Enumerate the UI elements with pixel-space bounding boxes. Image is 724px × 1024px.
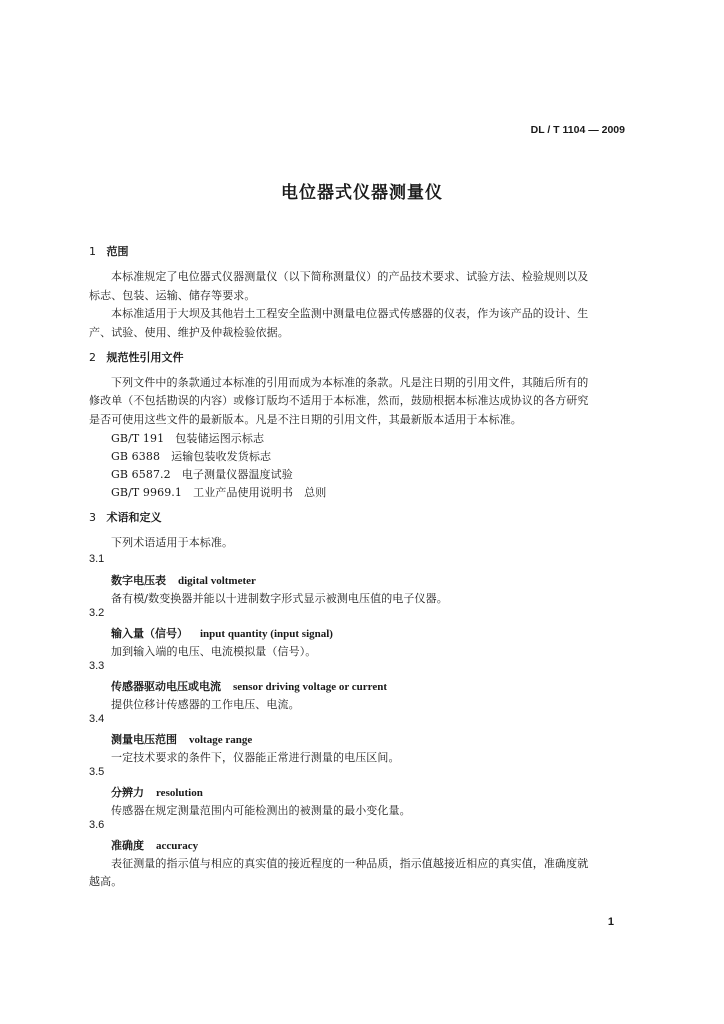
term-definition: 表征测量的指示值与相应的真实值的接近程度的一种品质，指示值越接近相应的真实值，准确度就 <box>111 857 589 870</box>
term-number: 3.1 <box>89 553 105 565</box>
term-name <box>111 678 387 694</box>
paragraph-line: 标志、包装、运输、储存等要求。 <box>89 289 256 302</box>
page-number: 1 <box>607 916 614 928</box>
term-name <box>111 731 252 747</box>
reference-item: GB/T 9969.1 工业产品使用说明书 总则 <box>111 486 327 499</box>
section-number: 3 <box>89 511 96 524</box>
term-zh: 数字电压表 <box>111 574 166 587</box>
section-number: 2 <box>89 351 96 364</box>
term-en: digital voltmeter <box>178 575 256 587</box>
term-number: 3.4 <box>89 713 105 725</box>
section-number: 1 <box>89 245 96 258</box>
term-zh: 测量电压范围 <box>111 733 177 746</box>
term-name <box>111 837 198 853</box>
section-3-heading <box>89 509 162 525</box>
reference-item: GB 6587.2 电子测量仪器温度试验 <box>111 468 293 481</box>
term-en: accuracy <box>156 840 199 852</box>
term-definition: 提供位移计传感器的工作电压、电流。 <box>111 698 300 711</box>
term-number: 3.2 <box>89 607 105 619</box>
paragraph-line: 本标准规定了电位器式仪器测量仪（以下简称测量仪）的产品技术要求、试验方法、检验规则以及 <box>111 270 589 283</box>
term-zh: 分辨力 <box>111 786 144 799</box>
paragraph-line: 本标准适用于大坝及其他岩土工程安全监测中测量电位器式传感器的仪表，作为该产品的设计、生 <box>111 307 589 320</box>
term-en: sensor driving voltage or current <box>233 681 387 693</box>
term-definition: 传感器在规定测量范围内可能检测出的被测量的最小变化量。 <box>111 804 411 817</box>
document-code: DL / T 1104 — 2009 <box>530 124 625 136</box>
term-en: resolution <box>156 787 203 799</box>
term-name <box>111 625 333 641</box>
term-name <box>111 784 203 800</box>
term-name <box>111 572 256 588</box>
term-number: 3.6 <box>89 819 105 831</box>
document-title: 电位器式仪器测量仪 <box>281 183 443 203</box>
section-title: 规范性引用文件 <box>106 351 184 364</box>
section-intro: 下列术语适用于本标准。 <box>111 536 234 549</box>
paragraph-line: 下列文件中的条款通过本标准的引用而成为本标准的条款。凡是注日期的引用文件，其随后所有的 <box>111 376 589 389</box>
reference-item: GB/T 191 包装储运图示标志 <box>111 432 265 445</box>
term-zh: 传感器驱动电压或电流 <box>111 680 221 693</box>
term-definition: 备有模/数变换器并能以十进制数字形式显示被测电压值的电子仪器。 <box>111 592 448 605</box>
term-en: input quantity (input signal) <box>200 628 333 640</box>
paragraph-line: 产、试验、使用、维护及仲裁检验依据。 <box>89 326 289 339</box>
section-title: 范围 <box>106 245 129 258</box>
term-en: voltage range <box>189 734 253 746</box>
section-1-heading <box>89 243 129 259</box>
term-number: 3.3 <box>89 660 105 672</box>
paragraph-line: 是否可使用这些文件的最新版本。凡是不注日期的引用文件，其最新版本适用于本标准。 <box>89 413 522 426</box>
term-definition: 加到输入端的电压、电流模拟量（信号）。 <box>111 645 317 658</box>
term-definition: 越高。 <box>89 875 123 888</box>
term-number: 3.5 <box>89 766 105 778</box>
paragraph-line: 修改单（不包括勘误的内容）或修订版均不适用于本标准，然而，鼓励根据本标准达成协议的各方研究 <box>89 394 589 407</box>
term-zh: 准确度 <box>111 839 144 852</box>
term-definition: 一定技术要求的条件下，仪器能正常进行测量的电压区间。 <box>111 751 400 764</box>
section-2-heading <box>89 349 184 365</box>
section-title: 术语和定义 <box>106 511 162 524</box>
term-zh: 输入量（信号） <box>111 627 188 640</box>
reference-item: GB 6388 运输包装收发货标志 <box>111 450 272 463</box>
